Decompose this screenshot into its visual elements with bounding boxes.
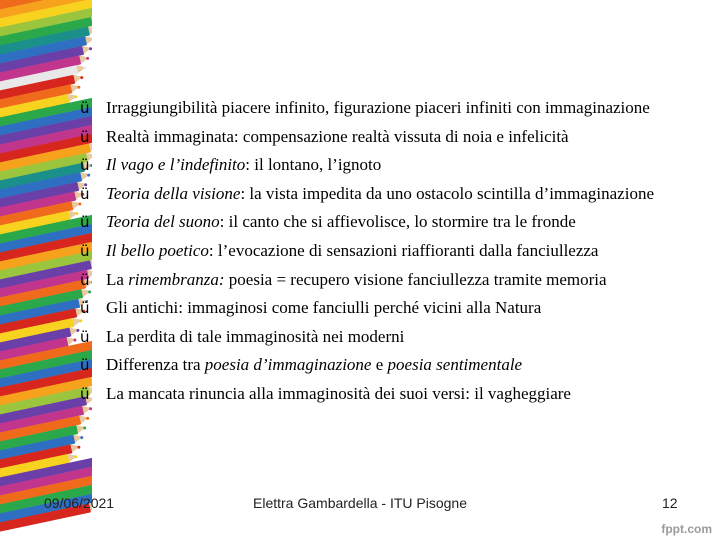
check-icon: ü — [80, 270, 90, 289]
footer-author: Elettra Gambardella - ITU Pisogne — [253, 495, 467, 511]
bullet-item — [80, 294, 720, 323]
bullet-text-part: Realtà immaginata: compensazione realtà vissuta di noia e infelicità — [106, 126, 569, 146]
bullet-text — [106, 180, 654, 209]
check-icon: ü — [80, 356, 90, 375]
check-icon: ü — [80, 327, 90, 346]
check-icon: ü — [80, 99, 90, 117]
watermark: fppt.com — [661, 522, 712, 536]
pencil-lead — [89, 47, 92, 51]
check-icon: ü — [80, 384, 90, 403]
bullet-text-part: poesia d’immaginazione — [204, 355, 372, 375]
bullet-text-part: Teoria della visione — [106, 183, 241, 203]
bullet-text-part: rimembranza: — [128, 269, 225, 289]
bullet-text — [106, 237, 598, 266]
bullet-text-part: Il bello poetico — [106, 240, 209, 260]
bullet-text-part: poesia sentimentale — [387, 355, 523, 375]
bullet-text — [106, 351, 522, 380]
bullet-text-part: : il canto che si affievolisce, lo stormire tra le fronde — [219, 212, 576, 232]
check-icon: ü — [80, 241, 90, 260]
bullet-text-part: Irraggiungibilità piacere infinito, figurazione piaceri infiniti con immaginazione — [106, 98, 650, 117]
bullet-text — [106, 94, 650, 123]
bullet-text — [106, 123, 569, 152]
bullet-text-part: La — [106, 269, 129, 289]
bullet-text — [106, 294, 541, 323]
bullet-text-part: Differenza tra — [106, 355, 205, 375]
bullet-item — [80, 151, 720, 180]
bullet-item — [80, 208, 720, 237]
pencil-tip — [88, 25, 92, 35]
pencils-decoration — [0, 0, 92, 540]
bullet-text-part: La perdita di tale immaginosità nei moderni — [106, 326, 405, 346]
check-icon: ü — [80, 213, 90, 232]
bullet-item — [80, 180, 720, 209]
check-icon: ü — [80, 156, 90, 175]
pencil-tip — [91, 15, 92, 25]
bullet-text-part: poesia = recupero visione fanciullezza tramite memoria — [224, 269, 607, 289]
bullet-text — [106, 151, 381, 180]
bullet-text — [106, 380, 571, 409]
bullet-item — [80, 266, 720, 295]
bullet-item — [80, 94, 720, 123]
bullet-item — [80, 351, 720, 380]
check-icon: ü — [80, 299, 90, 318]
bullet-list — [80, 94, 720, 409]
bullet-item — [80, 380, 720, 409]
bullet-text — [106, 266, 607, 295]
bullet-text-part: La mancata rinuncia alla immaginosità dei suoi versi: il vagheggiare — [106, 383, 571, 403]
bullet-text-part: : la vista impedita da uno ostacolo scintilla d’immaginazione — [240, 183, 654, 203]
pencil-tip — [85, 34, 92, 44]
bullet-item — [80, 237, 720, 266]
bullet-item — [80, 323, 720, 352]
bullet-text-part: Teoria del suono — [106, 212, 220, 232]
bullet-text — [106, 323, 404, 352]
check-icon: ü — [80, 127, 90, 146]
bullet-text-part: Gli antichi: immaginosi come fanciulli perché vicini alla Natura — [106, 298, 542, 318]
check-icon: ü — [80, 184, 90, 203]
bullet-text-part: Il vago e l’indefinito — [106, 155, 246, 175]
bullet-text-part: e — [371, 355, 388, 375]
bullet-item — [80, 123, 720, 152]
footer-date: 09/06/2021 — [44, 495, 115, 511]
page-number: 12 — [662, 495, 678, 511]
bullet-text-part: : il lontano, l’ignoto — [245, 155, 382, 175]
bullet-text-part: : l’evocazione di sensazioni riaffioranti dalla fanciullezza — [208, 240, 599, 260]
bullet-text — [106, 208, 576, 237]
